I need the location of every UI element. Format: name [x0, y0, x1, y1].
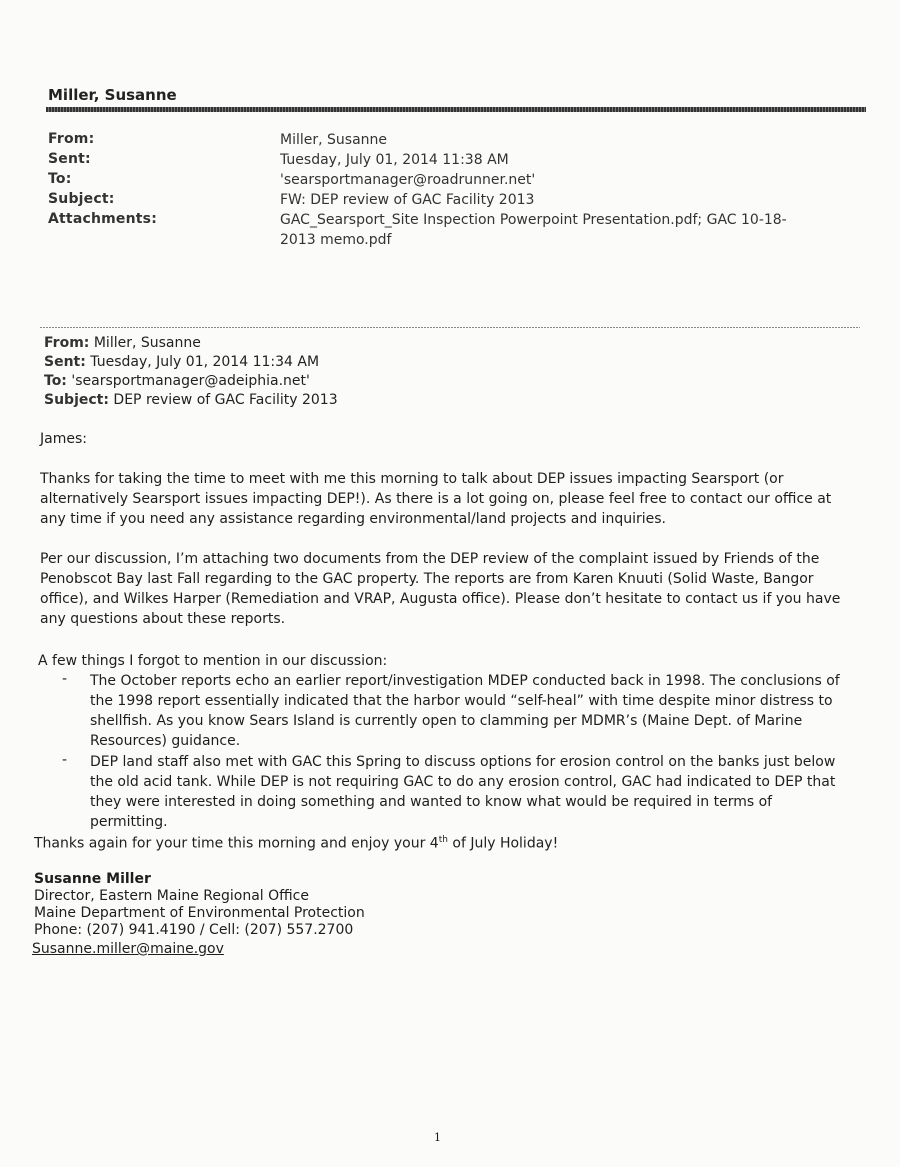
forward-from-label: From: — [44, 335, 90, 351]
closing-line — [34, 830, 849, 854]
forward-from — [44, 334, 201, 353]
header-sent-label: Sent: — [48, 151, 91, 167]
list-intro: A few things I forgot to mention in our discussion: — [38, 653, 388, 669]
paragraph-1: Thanks for taking the time to meet with me this morning to talk about DEP issues impacting Searsport (or alternatively Searsport issues impacting DEP!). As there is a lot going on, please feel free to contact our office at any time if you need any assistance regarding environmental/land projects and inquiries. — [40, 471, 832, 527]
forward-to — [44, 372, 310, 391]
header-attachments-value: GAC_Searsport_Site Inspection Powerpoint Presentation.pdf; GAC 10-18-2013 memo.pdf — [280, 212, 787, 248]
bullet-item-1: The October reports echo an earlier report/investigation MDEP conducted back in 1998. The conclusions of the 1998 report essentially indicated that the harbor would “self-heal” with time despite minor distress to shellfish. As you know Sears Island is currently open to clamming per MDMR’s (Maine Dept. of Marine Resources) guidance. — [90, 673, 840, 749]
header-divider — [46, 107, 866, 112]
sender-name: Miller, Susanne — [48, 86, 177, 104]
signature-org: Maine Department of Environmental Protection — [34, 905, 365, 921]
closing-sup: th — [438, 835, 448, 845]
header-from-value: Miller, Susanne — [280, 132, 388, 148]
page-number: 1 — [434, 1131, 441, 1144]
forward-sent-label: Sent: — [44, 354, 86, 370]
signature-name: Susanne Miller — [34, 871, 151, 887]
header-sent-value: Tuesday, July 01, 2014 11:38 AM — [280, 152, 509, 168]
header-to-value: 'searsportmanager@roadrunner.net' — [280, 172, 536, 188]
signature-title: Director, Eastern Maine Regional Office — [34, 888, 309, 904]
closing-post: of July Holiday! — [447, 835, 559, 852]
forward-from-value: Miller, Susanne — [93, 335, 201, 351]
bullet-item-2: DEP land staff also met with GAC this Spring to discuss options for erosion control on the banks just below the old acid tank. While DEP is not requiring GAC to do any erosion control, GAC had indicated to DEP that they were interested in doing something and wanted to know what would be required in terms of permitting. — [90, 754, 836, 830]
signature-phone: Phone: (207) 941.4190 / Cell: (207) 557.2700 — [34, 922, 354, 938]
header-subject-label: Subject: — [48, 191, 115, 207]
bullet-mark-2: - — [62, 752, 68, 768]
closing-pre: Thanks again for your time this morning and enjoy your 4 — [34, 835, 439, 852]
signature-email-link[interactable]: Susanne.miller@maine.gov — [32, 941, 224, 957]
paragraph-2: Per our discussion, I’m attaching two documents from the DEP review of the complaint issued by Friends of the Penobscot Bay last Fall regarding to the GAC property. The reports are from Karen Knuuti (Solid Waste, Bangor office), and Wilkes Harper (Remediation and VRAP, Augusta office). Please don’t hesitate to contact us if you have any questions about these reports. — [40, 551, 841, 627]
bullet-mark-1: - — [62, 671, 68, 687]
forward-sent-value: Tuesday, July 01, 2014 11:34 AM — [90, 354, 320, 370]
forward-subject — [44, 391, 338, 410]
forward-subject-label: Subject: — [44, 392, 109, 408]
forward-to-value: 'searsportmanager@adeiphia.net' — [71, 373, 310, 389]
header-to-label: To: — [48, 171, 72, 187]
greeting: James: — [40, 431, 87, 447]
forward-to-label: To: — [44, 373, 67, 389]
header-subject-value: FW: DEP review of GAC Facility 2013 — [280, 192, 535, 208]
forward-divider — [40, 327, 860, 328]
forward-subject-value: DEP review of GAC Facility 2013 — [113, 392, 338, 408]
header-from-label: From: — [48, 131, 95, 147]
header-attachments-label: Attachments: — [48, 211, 158, 227]
forward-sent — [44, 353, 319, 372]
